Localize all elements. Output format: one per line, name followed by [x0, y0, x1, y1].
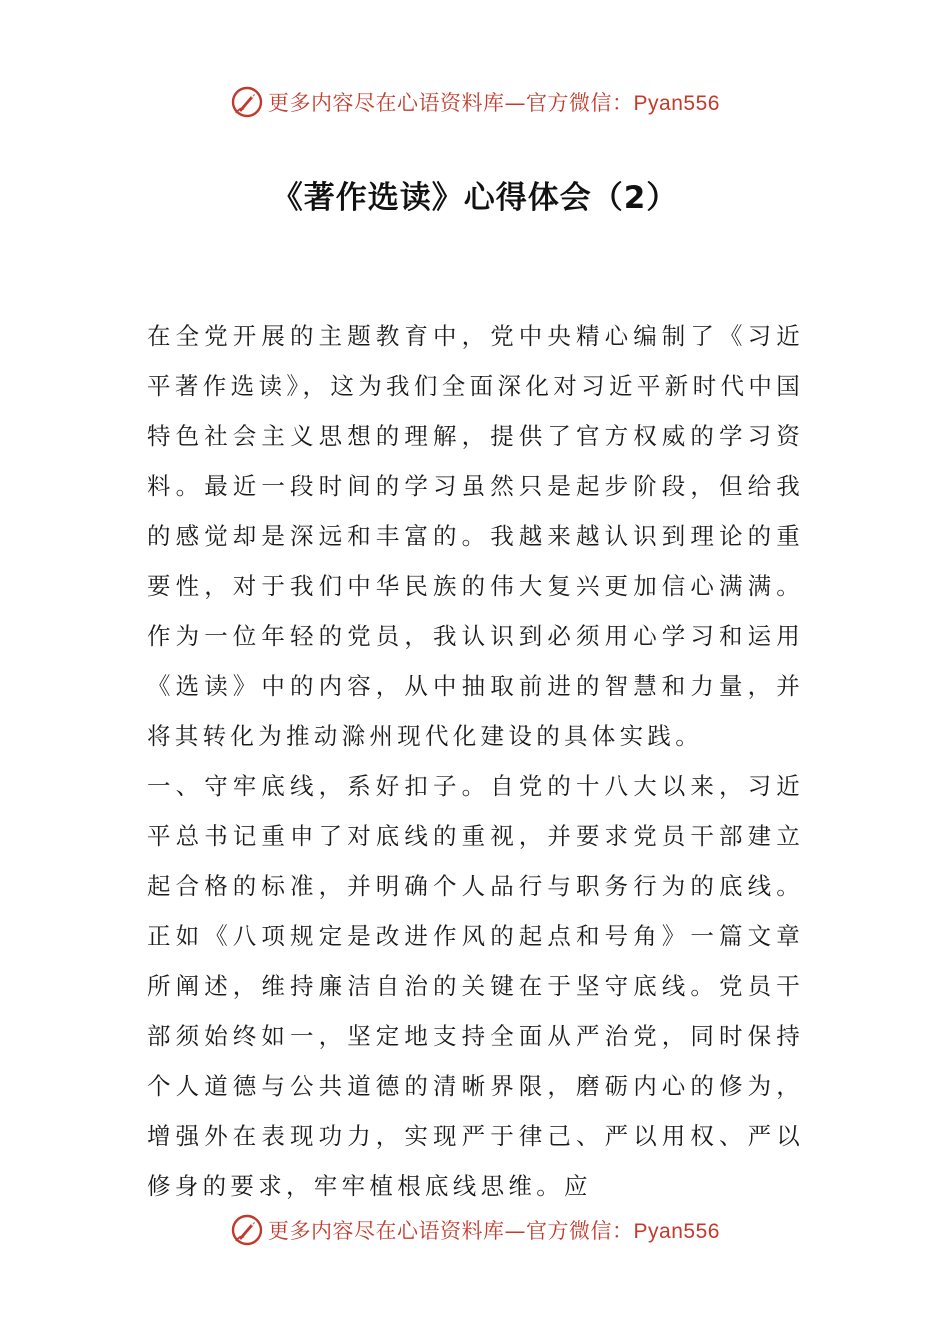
footer-banner [0, 1210, 950, 1250]
paragraph-section-one: 一、守牢底线，系好扣子。自党的十八大以来，习近平总书记重申了对底线的重视，并要求党员干部建立起合格的标准，并明确个人品行与职务行为的底线。正如《八项规定是改进作风的起点和号角》一篇文章所阐述，维持廉洁自治的关键在于坚守底线。党员干部须始终如一，坚定地支持全面从严治党，同时保持个人道德与公共道德的清晰界限，磨砺内心的修为，增强外在表现功力，实现严于律己、严以用权、严以修身的要求，牢牢植根底线思维。应 [147, 772, 804, 1200]
pen-nib-circle-icon [230, 1213, 264, 1247]
pen-nib-circle-icon [230, 85, 264, 119]
paragraph-intro: 在全党开展的主题教育中，党中央精心编制了《习近平著作选读》，这为我们全面深化对习近平新时代中国特色社会主义思想的理解，提供了官方权威的学习资料。最近一段时间的学习虽然只是起步阶段，但给我的感觉却是深远和丰富的。我越来越认识到理论的重要性，对于我们中华民族的伟大复兴更加信心满满。作为一位年轻的党员，我认识到必须用心学习和运用《选读》中的内容，从中抽取前进的智慧和力量，并将其转化为推动滁州现代化建设的具体实践。 [147, 322, 804, 750]
banner-text: 更多内容尽在心语资料库—官方微信：Pyan556 [268, 91, 720, 115]
header-banner [0, 82, 950, 122]
document-title: 《著作选读》心得体会（2） [271, 180, 679, 216]
document-body [147, 311, 804, 1211]
banner-text: 更多内容尽在心语资料库—官方微信：Pyan556 [268, 1219, 720, 1243]
